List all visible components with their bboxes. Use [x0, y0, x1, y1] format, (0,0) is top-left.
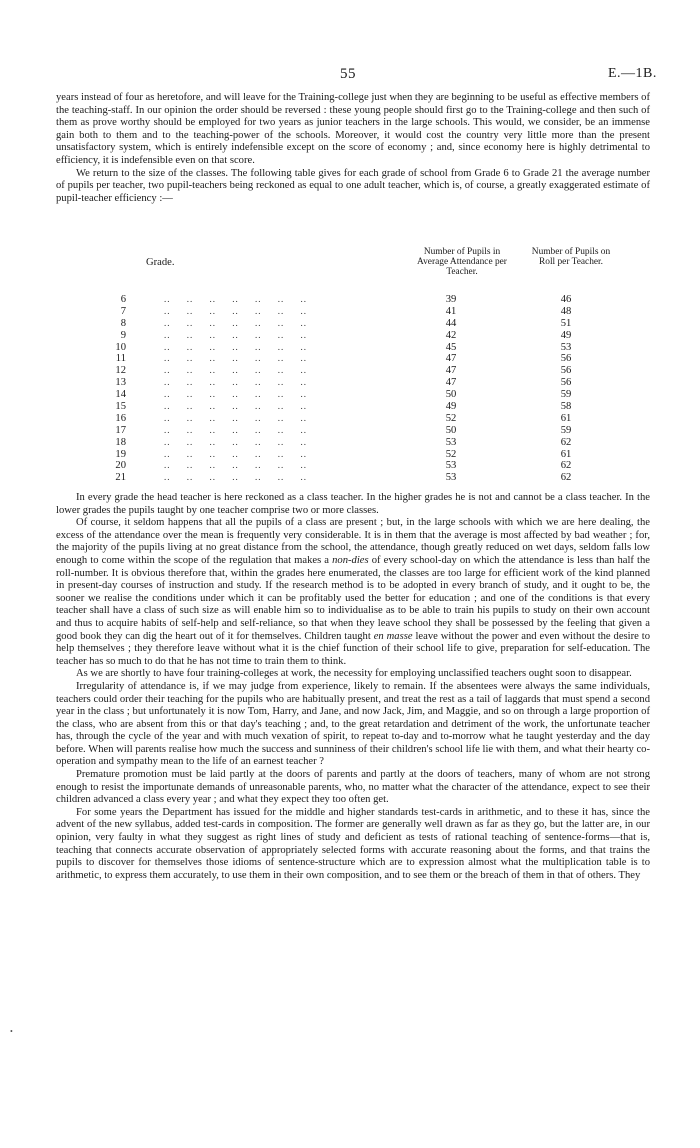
leader-dots: .. .. .. .. .. .. .. — [164, 329, 307, 340]
attendance-cell: 53 — [445, 472, 457, 484]
leader-dots: .. .. .. .. .. .. .. — [164, 389, 307, 400]
leader-dots: .. .. .. .. .. .. .. — [164, 365, 307, 376]
leader-dots: .. .. .. .. .. .. .. — [164, 353, 307, 364]
text-run: Of course, it seldom happens that all the pupils of a class are present ; but, in the large schools with which we are here dealing, the excess of the attendance over the mean is frequently very considerable. It is in them that the average is most affected by bad weather ; for, the majority of the pupils living at no great distance from the school, the attendance, though greatly reduced on wet days, seldom falls low enough to come within the scope of the regulation that makes a — [56, 517, 650, 566]
grade-cell: 6 — [120, 294, 126, 305]
leader-dots: .. .. .. .. .. .. .. — [164, 448, 307, 459]
roll-cell: 56 — [560, 365, 572, 377]
table-row — [56, 306, 650, 318]
grade-cell: 19 — [115, 448, 126, 460]
grade-cell: 13 — [115, 377, 126, 389]
grade-cell: 12 — [115, 365, 126, 377]
attendance-cell: 39 — [445, 294, 457, 305]
text-run: leave without the power and even without the desire to help themselves ; they therefore leave without what it is the chief function of their school life to give, preparation for self-education. The teacher has so much to do that he has not time to train them to think. — [56, 630, 651, 667]
roll-cell: 46 — [560, 294, 572, 305]
attendance-cell: 52 — [445, 448, 457, 460]
table-row — [56, 318, 650, 330]
attendance-cell: 47 — [445, 353, 457, 365]
body-text-top — [56, 92, 650, 205]
leader-dots: .. .. .. .. .. .. .. — [164, 305, 307, 316]
grade-table — [56, 247, 650, 484]
table-row — [56, 437, 650, 449]
paragraph: years instead of four as heretofore, and will leave for the Training-college just when they are beginning to be useful as effective members of the teaching-staff. In our opinion the order should be reversed : these young people should first go to the Training-college and then such of them as prove worthy should be employed for two years as junior teachers in the large schools. This would, we consider, be an immense gain both to them and to the teaching-power of the schools. Moreover, it would cost the country very little more than the present unsatisfactory system, which is entirely indefensible except on the score of economy ; and, since economy here is highly detrimental to efficiency, it is indefensible even on that score. — [56, 92, 650, 166]
paragraph: We return to the size of the classes. The following table gives for each grade of school from Grade 6 to Grade 21 the average number of pupils per teacher, two pupil-teachers being reckoned as equal to one adult teacher, which is, of course, a greatly exaggerated estimate of pupil-teacher efficiency :— — [56, 167, 650, 204]
paragraph — [56, 517, 650, 668]
page-reference: E.—1B. — [608, 66, 657, 81]
grade-cell: 14 — [115, 389, 126, 401]
grade-cell: 8 — [120, 317, 126, 329]
paragraph: As we are shortly to have four training-colleges at work, the necessity for employing unclassified teachers ought soon to disappear. — [76, 668, 632, 680]
italic-term: en masse — [373, 630, 413, 642]
attendance-cell: 44 — [445, 317, 457, 329]
roll-cell: 56 — [560, 353, 572, 365]
leader-dots: .. .. .. .. .. .. .. — [164, 472, 307, 483]
roll-cell: 56 — [560, 377, 572, 389]
grade-cell: 11 — [115, 353, 126, 365]
roll-cell: 59 — [560, 389, 572, 401]
grade-cell: 20 — [115, 460, 126, 472]
table-row — [56, 330, 650, 342]
attendance-cell: 47 — [445, 365, 457, 377]
roll-cell: 49 — [560, 329, 572, 341]
leader-dots: .. .. .. .. .. .. .. — [164, 401, 307, 412]
header-attendance: Number of Pupils in Average Attendance per Teacher. — [417, 247, 507, 278]
attendance-cell: 50 — [445, 424, 457, 436]
paragraph: Premature promotion must be laid partly at the doors of parents and partly at the doors of teachers, many of whom are not strong enough to resist the importunate demands of unreasonable parents, who, no matter what the character of the attendance, expect to see their children advanced a class every year ; and what they expect they too often get. — [56, 769, 650, 806]
roll-cell: 62 — [560, 472, 572, 484]
leader-dots: .. .. .. .. .. .. .. — [164, 412, 307, 423]
attendance-cell: 42 — [445, 329, 457, 341]
attendance-cell: 49 — [445, 401, 457, 413]
header-grade: Grade. — [146, 257, 175, 268]
paragraph: For some years the Department has issued for the middle and higher standards test-cards in arithmetic, and to these it has, since the advent of the new syllabus, added test-cards in composition. The former are generally well drawn as far as they go, but the latter are, in our opinion, very faulty in what they suggest as right lines of study and deficient as tests of rational teaching of sentence-forms—that is, teaching that connects accurate observation of appropriately selected forms with accurate reasoning about the forms, and that trains the pupils to discover for themselves those idioms of sentence-structure which are to expression almost what the multiplication table is to arithmetic, to express them accurately, to use them in their own composition, and to see them or the breach of them in that of others. They — [56, 806, 650, 881]
attendance-cell: 47 — [445, 377, 457, 389]
table-row — [56, 401, 650, 413]
attendance-cell: 53 — [445, 460, 457, 472]
table-row — [56, 377, 650, 389]
roll-cell: 61 — [560, 448, 572, 460]
leader-dots: .. .. .. .. .. .. .. — [164, 294, 307, 304]
table-row — [56, 389, 650, 401]
grade-cell: 16 — [115, 412, 126, 424]
margin-mark: • — [10, 1027, 13, 1036]
leader-dots: .. .. .. .. .. .. .. — [164, 436, 307, 447]
table-row — [56, 425, 650, 437]
table-row — [56, 413, 650, 425]
body-text-bottom — [56, 492, 650, 882]
grade-cell: 9 — [120, 329, 126, 341]
table-row — [56, 342, 650, 354]
table-row — [56, 365, 650, 377]
roll-cell: 62 — [560, 436, 572, 448]
attendance-cell: 50 — [445, 389, 457, 401]
leader-dots: .. .. .. .. .. .. .. — [164, 317, 307, 328]
attendance-cell: 41 — [445, 305, 457, 317]
grade-cell: 21 — [115, 472, 126, 484]
grade-cell: 15 — [115, 401, 126, 413]
paragraph: In every grade the head teacher is here reckoned as a class teacher. In the higher grades he is not and cannot be a class teacher. In the lower grades the pupils taught by one teacher comprise two or more classes. — [56, 492, 650, 516]
leader-dots: .. .. .. .. .. .. .. — [164, 377, 307, 388]
table-row — [56, 472, 650, 484]
leader-dots: .. .. .. .. .. .. .. — [164, 424, 307, 435]
roll-cell: 53 — [560, 341, 572, 353]
roll-cell: 51 — [560, 317, 572, 329]
grade-cell: 17 — [115, 424, 126, 436]
table-row — [56, 460, 650, 472]
attendance-cell: 53 — [445, 436, 457, 448]
grade-cell: 10 — [115, 341, 126, 353]
paragraph: Irregularity of attendance is, if we may judge from experience, likely to remain. If the absentees were always the same individuals, teachers could order their teaching for the pupils who are habitually present, and treat the rest as a tail of laggards that must spend a second year in the class ; but unfortunately it is now Tom, Harry, and Jane, and now Jack, Jim, and Maggie, and so on through a large proportion of the class, who are absent from this or that day's teaching ; and, to the great retardation and detriment of the work, the unfortunate teacher has, through the cycle of the year and with much vexation of spirit, to repeat to-day and to-morrow what he taught yesterday and the day before. When will parents realise how much the success and sunniness of their children's school life lie with them, and what their hearty co-operation and sympathy mean to the life of an earnest teacher ? — [56, 680, 650, 768]
table-body — [56, 294, 650, 484]
header-roll: Number of Pupils on Roll per Teacher. — [531, 247, 611, 268]
italic-term: non-dies — [332, 554, 369, 566]
table-row — [56, 449, 650, 461]
roll-cell: 61 — [560, 412, 572, 424]
attendance-cell: 52 — [445, 412, 457, 424]
table-row — [56, 294, 650, 306]
leader-dots: .. .. .. .. .. .. .. — [164, 460, 307, 471]
roll-cell: 62 — [560, 460, 572, 472]
roll-cell: 59 — [560, 424, 572, 436]
grade-cell: 18 — [115, 436, 126, 448]
page-number: 55 — [340, 66, 356, 82]
attendance-cell: 45 — [445, 341, 457, 353]
grade-cell: 7 — [120, 305, 126, 317]
table-row — [56, 353, 650, 365]
leader-dots: .. .. .. .. .. .. .. — [164, 341, 307, 352]
roll-cell: 58 — [560, 401, 572, 413]
roll-cell: 48 — [560, 305, 572, 317]
table-header — [56, 247, 650, 294]
text-run: of every school-day on which the attendance is less than half the roll-number. It is obvious therefore that, within the grades here enumerated, the classes are too large for efficient work of the kind planned in present-day courses of instruction and study. If the research method is to be adopted in every branch of study, and it ought to be, the sooner we realise the conditions under which it can be profitably used the better for education ; and one of the conditions is that every teacher shall have a class of such size as will enable him so to individualise as to be able to train his pupils to study on their own account and thus to acquire habits of self-help and self-reliance, so that when they leave school they shall be possessed by the feeling that given a good book they can dig the heart out of it for themselves. Children taught — [56, 554, 651, 642]
